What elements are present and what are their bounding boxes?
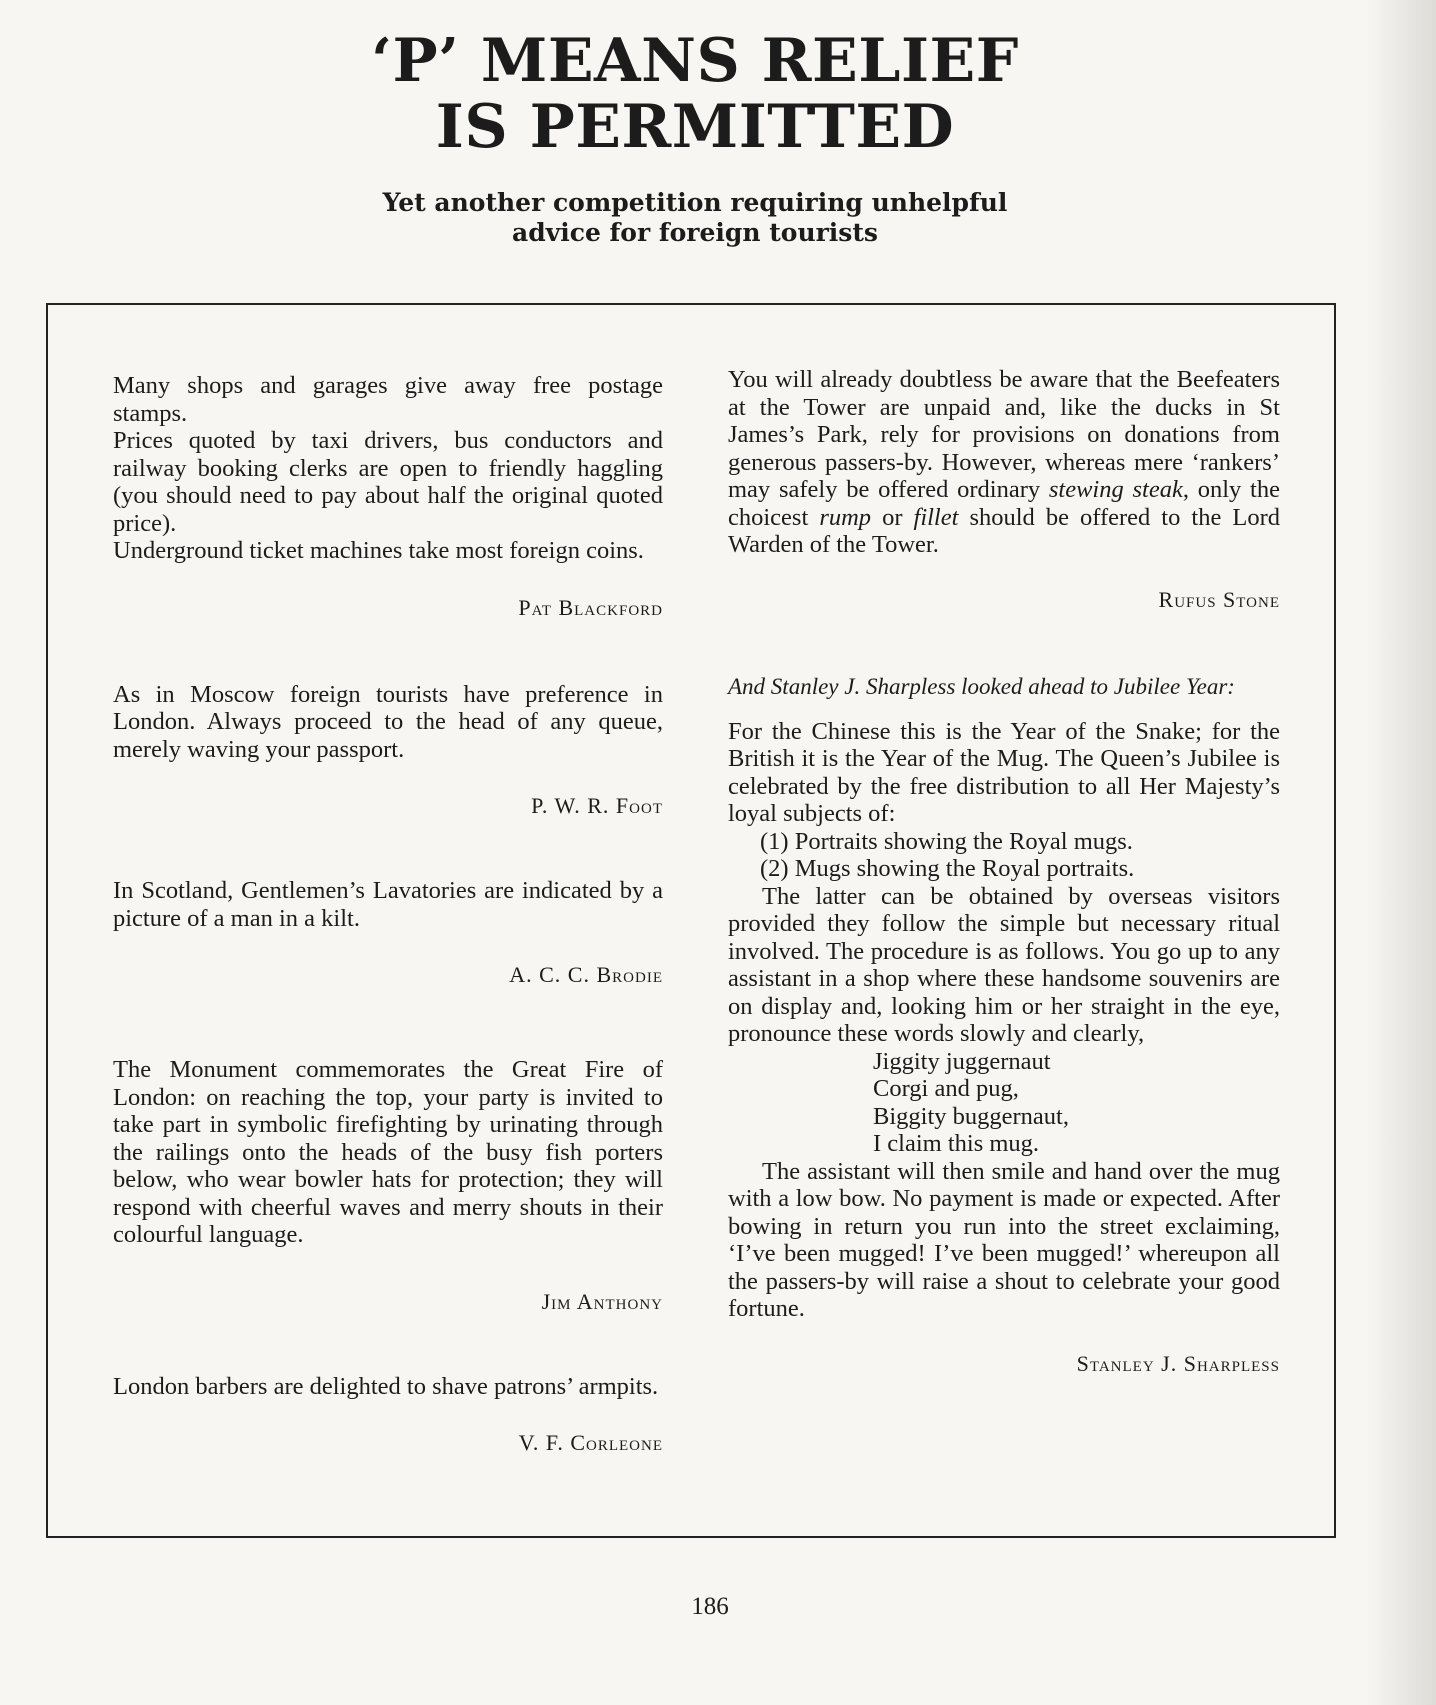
entry-paragraph: As in Moscow foreign tourists have preference in London. Always proceed to the head of any queue, merely waving your passport.: [113, 680, 663, 763]
entry-paragraph: For the Chinese this is the Year of the Snake; for the British it is the Year of the Mug. The Queen’s Jubilee is celebrated by the free distribution to all Her Majesty’s loyal subjects of:: [728, 717, 1280, 827]
text-run: , only the choicest: [728, 476, 1280, 531]
entry-sharpless: [728, 673, 1280, 1377]
author-signature: Pat Blackford: [518, 594, 663, 620]
entry-paragraph: Underground ticket machines take most foreign coins.: [113, 537, 644, 564]
left-column: [113, 372, 663, 1456]
entry-paragraph: London barbers are delighted to shave patrons’ armpits.: [113, 1372, 659, 1400]
author-signature: Stanley J. Sharpless: [1076, 1350, 1280, 1376]
verse: [728, 1048, 1280, 1158]
subtitle-line-2: advice for foreign tourists: [512, 218, 878, 247]
author-signature: V. F. Corleone: [518, 1430, 663, 1455]
verse-line: I claim this mug.: [873, 1130, 1040, 1157]
entry-paragraph: In Scotland, Gentlemen’s Lavatories are indicated by a picture of a man in a kilt.: [113, 877, 663, 932]
entry-intro: And Stanley J. Sharpless looked ahead to Jubilee Year:: [728, 673, 1235, 699]
entry-stone: [728, 366, 1280, 613]
verse-line: Biggity buggernaut,: [873, 1102, 1069, 1130]
subtitle-line-1: Yet another competition requiring unhelpful: [382, 188, 1008, 217]
page-edge-shadow: [1366, 0, 1436, 1705]
list-item: (2) Mugs showing the Royal portraits.: [760, 855, 1135, 882]
text-run: You will already doubtless be aware that the Beefeaters at the Tower are unpaid and, like the ducks in St James’s Park, rely for provisions on donations from generous passers-by. However, whereas mere ‘rankers’ may safely be offered ordinary: [728, 366, 1280, 503]
entry-foot: [113, 681, 663, 820]
title-line-1: ‘P’ MEANS RELIEF: [371, 26, 1019, 96]
author-signature: A. C. C. Brodie: [509, 962, 663, 987]
entry-paragraph: Many shops and garages give away free postage stamps.: [113, 372, 663, 427]
author-signature: P. W. R. Foot: [531, 793, 663, 818]
italic-text: rump: [819, 503, 872, 531]
italic-text: stewing steak: [1048, 476, 1183, 503]
entry-blackford: [113, 372, 663, 621]
page-title: [0, 28, 1390, 160]
title-line-2: IS PERMITTED: [435, 92, 955, 162]
entry-anthony: [113, 1056, 663, 1315]
verse-line: Corgi and pug,: [873, 1075, 1019, 1102]
verse-line: Jiggity juggernaut: [873, 1047, 1051, 1075]
entry-paragraph: The assistant will then smile and hand over the mug with a low bow. No payment is made or expected. After bowing in return you run into the street exclaiming, ‘I’ve been mugged! I’ve been mugged!’ whereupon all the passers-by will raise a shout to celebrate your good fortune.: [728, 1157, 1280, 1322]
text-run: should be offered to the Lord Warden of the Tower.: [728, 503, 1280, 558]
text-run: or: [871, 503, 914, 531]
list-item: (1) Portraits showing the Royal mugs.: [760, 827, 1133, 855]
italic-text: fillet: [913, 503, 959, 531]
author-signature: Jim Anthony: [541, 1288, 663, 1314]
entry-paragraph: The latter can be obtained by overseas visitors provided they follow the simple but necessary ritual involved. The procedure is as follows. You go up to any assistant in a shop where these handsome souvenirs are on display and, looking him or her straight in the eye, pronounce these words slowly and clearly,: [728, 882, 1280, 1047]
right-column: [728, 366, 1280, 1377]
page-number: 186: [691, 1593, 729, 1620]
author-signature: Rufus Stone: [1158, 586, 1280, 612]
subtitle: [0, 188, 1390, 248]
entry-paragraph: The Monument commemorates the Great Fire of London: on reaching the top, your party is invited to take part in symbolic firefighting by urinating through the railings onto the heads of the busy fish porters below, who wear bowler hats for protection; they will respond with cheerful waves and merry shouts in their colourful language.: [113, 1056, 663, 1248]
entry-paragraph: Prices quoted by taxi drivers, bus conductors and railway booking clerks are open to friendly haggling (you should need to pay about half the original quoted price).: [113, 427, 663, 537]
entry-brodie: [113, 877, 663, 988]
entry-paragraph: [728, 366, 1280, 559]
entry-corleone: [113, 1373, 663, 1457]
